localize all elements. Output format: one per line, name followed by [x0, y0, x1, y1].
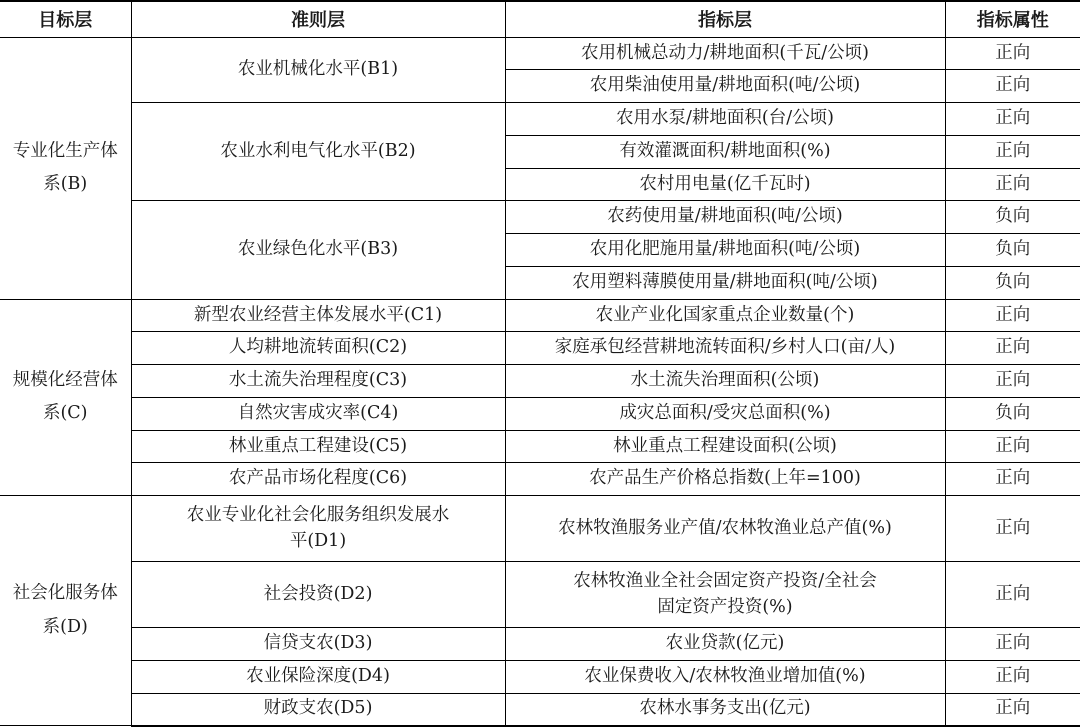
- indicator-cell: 农业产业化国家重点企业数量(个): [505, 299, 945, 332]
- indicator-cell: 农用水泵/耕地面积(台/公顷): [505, 103, 945, 136]
- indicator-cell: 农用柴油使用量/耕地面积(吨/公顷): [505, 70, 945, 103]
- indicator-cell: 农用化肥施用量/耕地面积(吨/公顷): [505, 234, 945, 267]
- goal-cell: 社会化服务体系(D): [0, 496, 131, 726]
- attribute-cell: 负向: [945, 397, 1080, 430]
- indicator-cell: 家庭承包经营耕地流转面积/乡村人口(亩/人): [505, 332, 945, 365]
- indicator-cell: 农林牧渔服务业产值/农林牧渔业总产值(%): [505, 496, 945, 562]
- criteria-cell: 新型农业经营主体发展水平(C1): [131, 299, 505, 332]
- header-goal-layer: 目标层: [0, 1, 131, 37]
- attribute-cell: 正向: [945, 103, 1080, 136]
- attribute-cell: 正向: [945, 496, 1080, 562]
- attribute-cell: 正向: [945, 562, 1080, 628]
- indicator-cell: 农业保费收入/农林牧渔业增加值(%): [505, 660, 945, 693]
- table-row: [0, 562, 1080, 628]
- attribute-cell: 正向: [945, 135, 1080, 168]
- attribute-cell: 正向: [945, 463, 1080, 496]
- attribute-cell: 正向: [945, 430, 1080, 463]
- criteria-cell: 自然灾害成灾率(C4): [131, 397, 505, 430]
- criteria-cell: 农产品市场化程度(C6): [131, 463, 505, 496]
- attribute-cell: 正向: [945, 168, 1080, 201]
- attribute-cell: 正向: [945, 37, 1080, 70]
- table-row: [0, 201, 1080, 234]
- table-row: [0, 693, 1080, 726]
- table-row: [0, 37, 1080, 70]
- indicator-cell: 农林水事务支出(亿元): [505, 693, 945, 726]
- table-row: [0, 628, 1080, 661]
- indicator-cell: 成灾总面积/受灾总面积(%): [505, 397, 945, 430]
- attribute-cell: 正向: [945, 299, 1080, 332]
- table-row: [0, 496, 1080, 562]
- attribute-cell: 正向: [945, 693, 1080, 726]
- attribute-cell: 负向: [945, 201, 1080, 234]
- attribute-cell: 正向: [945, 660, 1080, 693]
- indicator-cell: 农林牧渔业全社会固定资产投资/全社会固定资产投资(%): [505, 562, 945, 628]
- criteria-cell: 人均耕地流转面积(C2): [131, 332, 505, 365]
- attribute-cell: 正向: [945, 365, 1080, 398]
- criteria-cell: 水土流失治理程度(C3): [131, 365, 505, 398]
- table-row: [0, 660, 1080, 693]
- table-row: [0, 365, 1080, 398]
- criteria-cell: 农业专业化社会化服务组织发展水平(D1): [131, 496, 505, 562]
- attribute-cell: 正向: [945, 70, 1080, 103]
- indicator-cell: 农药使用量/耕地面积(吨/公顷): [505, 201, 945, 234]
- goal-cell: 规模化经营体系(C): [0, 299, 131, 496]
- attribute-cell: 正向: [945, 332, 1080, 365]
- table-row: [0, 332, 1080, 365]
- indicator-cell: 农业贷款(亿元): [505, 628, 945, 661]
- table-row: [0, 103, 1080, 136]
- criteria-cell: 信贷支农(D3): [131, 628, 505, 661]
- header-indicator-attribute: 指标属性: [945, 1, 1080, 37]
- indicator-cell: 农村用电量(亿千瓦时): [505, 168, 945, 201]
- attribute-cell: 负向: [945, 266, 1080, 299]
- indicator-cell: 林业重点工程建设面积(公顷): [505, 430, 945, 463]
- indicator-cell: 水土流失治理面积(公顷): [505, 365, 945, 398]
- criteria-cell: 农业机械化水平(B1): [131, 37, 505, 103]
- table-row: [0, 463, 1080, 496]
- header-indicator-layer: 指标层: [505, 1, 945, 37]
- criteria-cell: 林业重点工程建设(C5): [131, 430, 505, 463]
- indicator-cell: 农用机械总动力/耕地面积(千瓦/公顷): [505, 37, 945, 70]
- goal-cell: 专业化生产体系(B): [0, 37, 131, 299]
- header-criteria-layer: 准则层: [131, 1, 505, 37]
- indicator-cell: 农用塑料薄膜使用量/耕地面积(吨/公顷): [505, 266, 945, 299]
- criteria-cell: 社会投资(D2): [131, 562, 505, 628]
- table-row: [0, 299, 1080, 332]
- criteria-cell: 农业保险深度(D4): [131, 660, 505, 693]
- criteria-cell: 财政支农(D5): [131, 693, 505, 726]
- indicator-cell: 农产品生产价格总指数(上年=100): [505, 463, 945, 496]
- header-row: [0, 1, 1080, 37]
- table-row: [0, 397, 1080, 430]
- indicator-cell: 有效灌溉面积/耕地面积(%): [505, 135, 945, 168]
- attribute-cell: 正向: [945, 628, 1080, 661]
- table-row: [0, 430, 1080, 463]
- criteria-cell: 农业绿色化水平(B3): [131, 201, 505, 299]
- criteria-cell: 农业水利电气化水平(B2): [131, 103, 505, 201]
- attribute-cell: 负向: [945, 234, 1080, 267]
